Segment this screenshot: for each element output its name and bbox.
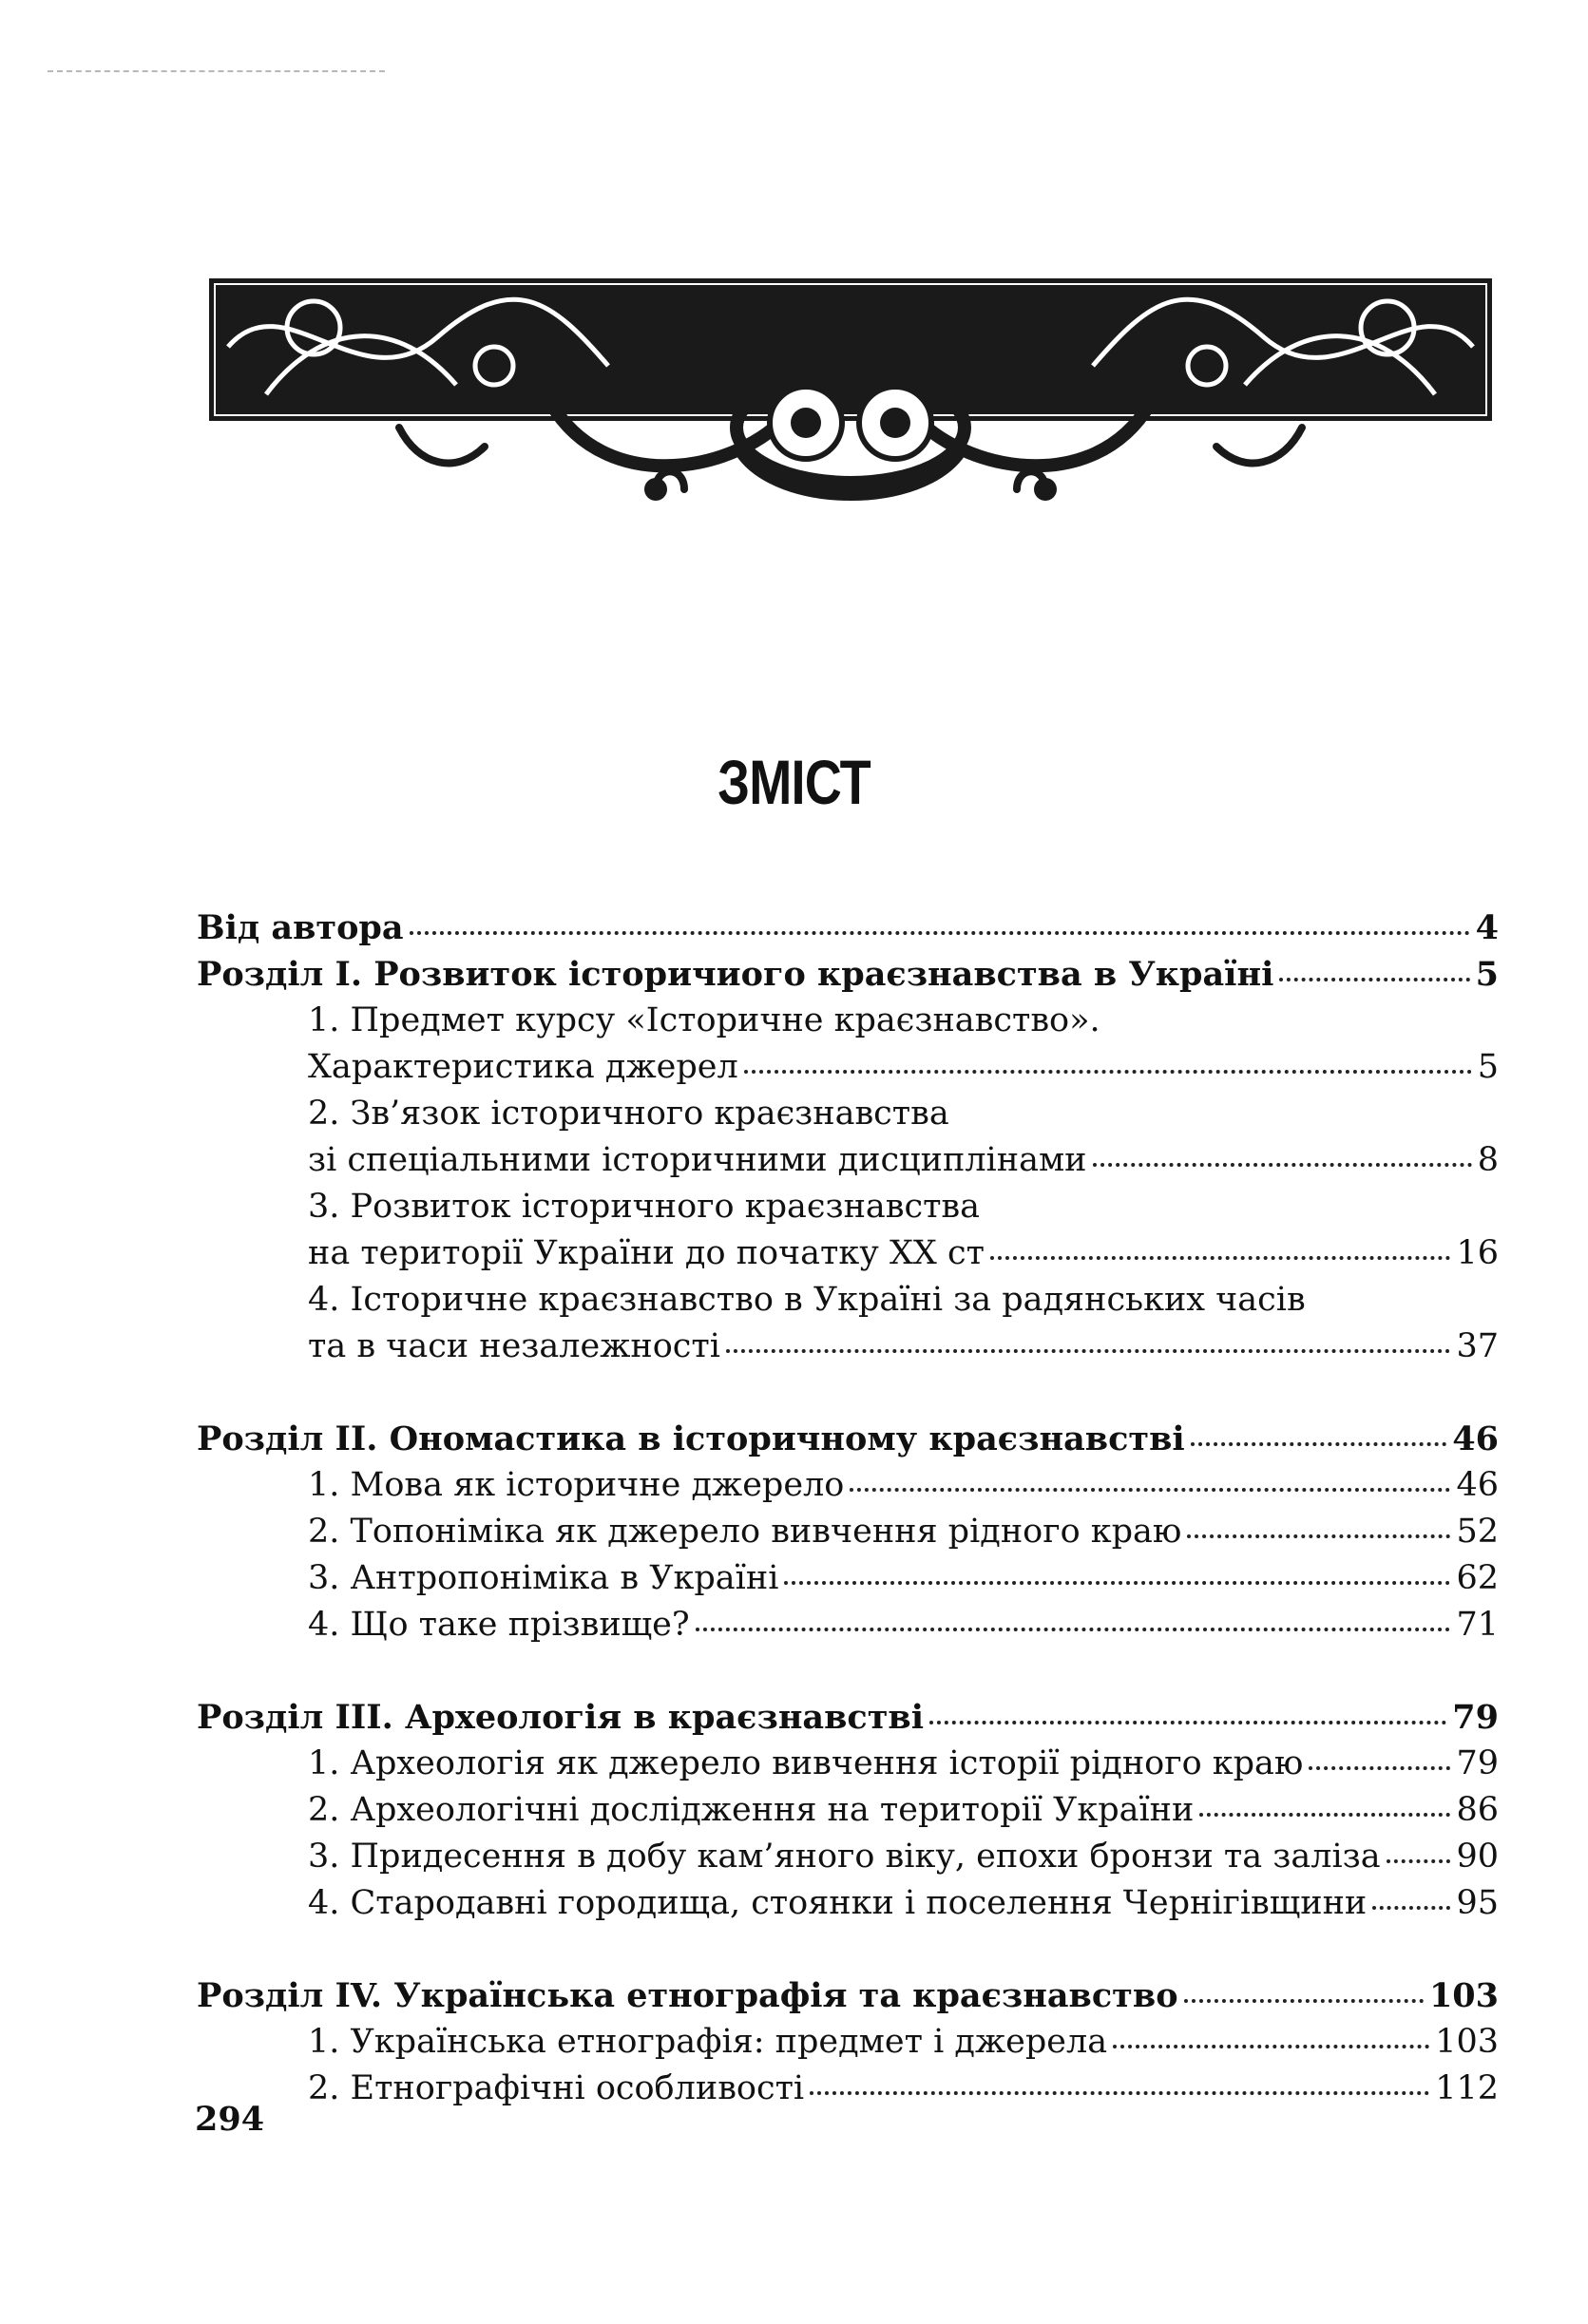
- scan-artifact-line: [48, 70, 385, 72]
- toc-section-entry[interactable]: [197, 905, 1499, 951]
- page-title: ЗМІСТ: [717, 747, 871, 817]
- toc-entry-label: 2. Етнографічні особливості: [308, 2069, 805, 2107]
- toc-page-number: 5: [1475, 955, 1499, 994]
- toc-entry-label: 2. Археологічні дослідження на території України: [308, 1791, 1195, 1829]
- page-number: 294: [195, 2100, 265, 2139]
- toc-entry-label: Характеристика джерел: [308, 1048, 738, 1086]
- toc-item-entry[interactable]: [197, 1462, 1499, 1509]
- dot-leader: [1093, 1163, 1472, 1167]
- toc-page-number: 112: [1435, 2069, 1499, 2107]
- dot-leader: [810, 2091, 1429, 2095]
- toc-page-number: 103: [1435, 2023, 1499, 2061]
- dot-leader: [1372, 1906, 1450, 1910]
- toc-entry-label: 3. Придесення в добу кам’яного віку, епохи бронзи та заліза: [308, 1838, 1381, 1876]
- toc-page-number: 79: [1452, 1698, 1499, 1737]
- toc-item-entry[interactable]: [197, 1137, 1499, 1184]
- toc-item-entry[interactable]: [197, 1880, 1499, 1927]
- toc-entry-label: 4. Історичне краєзнавство в Україні за радянських часів: [308, 1281, 1306, 1319]
- toc-entry-label: 1. Українська етнографія: предмет і джерела: [308, 2023, 1108, 2061]
- dot-leader: [744, 1070, 1472, 1074]
- toc-page-number: 90: [1456, 1838, 1499, 1876]
- dot-leader: [1187, 1534, 1450, 1538]
- toc-item-entry[interactable]: [197, 1230, 1499, 1277]
- toc-entry-label: Розділ II. Ономастика в історичному краєзнавстві: [197, 1419, 1185, 1458]
- toc-page-number: 79: [1456, 1744, 1499, 1782]
- toc-item-entry[interactable]: [197, 1324, 1499, 1370]
- toc-item-entry[interactable]: [197, 1787, 1499, 1834]
- toc-item-entry[interactable]: [197, 1602, 1499, 1648]
- dot-leader: [1113, 2045, 1429, 2048]
- toc-entry-label: 2. Зв’язок історичного краєзнавства: [308, 1095, 949, 1133]
- toc-entry-label: Розділ І. Розвиток історичиого краєзнавства в Україні: [197, 955, 1274, 994]
- toc-page-number: 46: [1456, 1466, 1499, 1504]
- dot-leader: [1184, 1999, 1424, 2003]
- toc-item-entry[interactable]: [197, 1044, 1499, 1091]
- baroque-floral-ornament-icon: [209, 261, 1492, 508]
- toc-page-number: 5: [1477, 1048, 1499, 1086]
- toc-entry-label: та в часи незалежності: [308, 1327, 720, 1365]
- dot-leader: [850, 1488, 1450, 1492]
- dot-leader: [410, 931, 1470, 935]
- toc-entry-label: Розділ IV. Українська етнографія та краєзнавство: [197, 1976, 1178, 2015]
- toc-item-entry[interactable]: [197, 1834, 1499, 1880]
- toc-item-entry[interactable]: [197, 1555, 1499, 1602]
- toc-page-number: 4: [1475, 908, 1499, 947]
- dot-leader: [1279, 978, 1469, 981]
- toc-item-entry[interactable]: [197, 2066, 1499, 2112]
- toc-entry-label: 1. Мова як історичне джерело: [308, 1466, 845, 1504]
- toc-page-number: 8: [1477, 1141, 1499, 1179]
- toc-page-number: 71: [1456, 1606, 1499, 1644]
- toc-entry-label: Розділ III. Археологія в краєзнавстві: [197, 1698, 925, 1737]
- dot-leader: [1309, 1766, 1450, 1770]
- toc-page-number: 16: [1456, 1234, 1499, 1272]
- toc-page-number: 37: [1456, 1327, 1499, 1365]
- toc-entry-label: 3. Розвиток історичного краєзнавства: [308, 1188, 981, 1226]
- dot-leader: [696, 1628, 1451, 1631]
- dot-leader: [784, 1581, 1450, 1585]
- toc-entry-label: на території України до початку XX ст: [308, 1234, 985, 1272]
- dot-leader: [929, 1721, 1446, 1724]
- toc-entry-label: 3. Антропоніміка в Україні: [308, 1559, 779, 1597]
- toc-item-entry[interactable]: [197, 1509, 1499, 1555]
- toc-section-entry[interactable]: [197, 1694, 1499, 1741]
- toc-entry-label: 4. Стародавні городища, стоянки і поселення Чернігівщини: [308, 1884, 1368, 1922]
- dot-leader: [726, 1349, 1451, 1353]
- toc-page-number: 103: [1428, 1976, 1499, 2015]
- toc-entry-label: 4. Що таке прізвище?: [308, 1606, 690, 1644]
- toc-page-number: 52: [1456, 1513, 1499, 1551]
- toc-page-number: 62: [1456, 1559, 1499, 1597]
- toc-entry-label: 1. Предмет курсу «Історичне краєзнавство».: [308, 1001, 1100, 1039]
- toc-section-entry[interactable]: [197, 951, 1499, 998]
- dot-leader: [1199, 1813, 1450, 1817]
- toc-item-entry[interactable]: [197, 998, 1499, 1044]
- toc-entry-label: зі спеціальними історичними дисциплінами: [308, 1141, 1087, 1179]
- toc-item-entry[interactable]: [197, 1277, 1499, 1324]
- toc-item-entry[interactable]: [197, 1091, 1499, 1137]
- toc-entry-label: 1. Археологія як джерело вивчення історії рідного краю: [308, 1744, 1304, 1782]
- toc-entry-label: 2. Топоніміка як джерело вивчення рідного краю: [308, 1513, 1182, 1551]
- table-of-contents: [197, 905, 1499, 2112]
- dot-leader: [990, 1256, 1451, 1260]
- toc-item-entry[interactable]: [197, 1741, 1499, 1787]
- dot-leader: [1191, 1442, 1447, 1446]
- dot-leader: [1387, 1859, 1451, 1863]
- toc-page-number: 46: [1452, 1419, 1499, 1458]
- toc-page-number: 95: [1456, 1884, 1499, 1922]
- toc-section-entry[interactable]: [197, 1972, 1499, 2019]
- toc-entry-label: Від автора: [197, 908, 404, 947]
- toc-item-entry[interactable]: [197, 2019, 1499, 2066]
- toc-item-entry[interactable]: [197, 1184, 1499, 1230]
- toc-section-entry[interactable]: [197, 1416, 1499, 1462]
- toc-page-number: 86: [1456, 1791, 1499, 1829]
